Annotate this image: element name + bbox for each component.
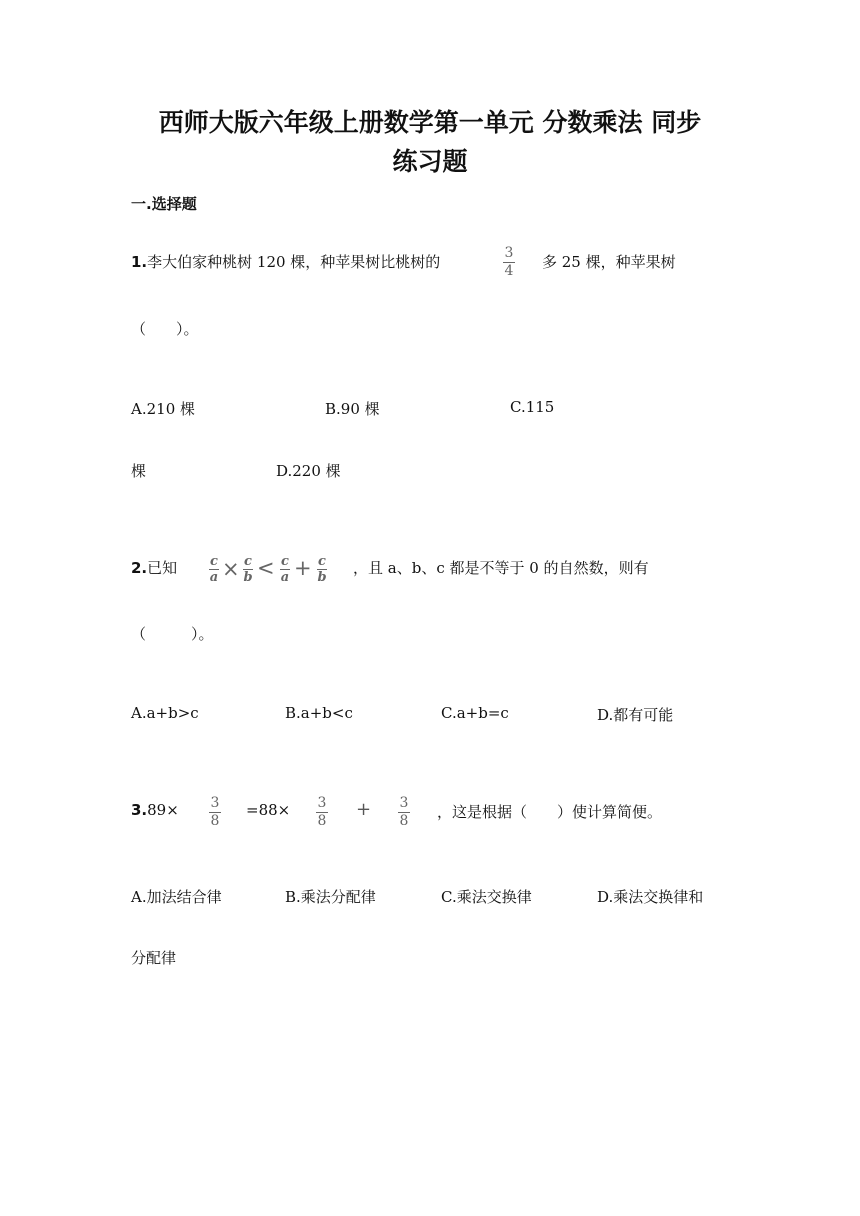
less-than-sign: <	[257, 556, 275, 580]
denominator: 8	[317, 813, 327, 829]
fraction-three-quarters	[503, 246, 515, 279]
denominator: 4	[504, 263, 514, 279]
numerator: c	[210, 554, 218, 569]
denominator: a	[280, 570, 290, 585]
fraction-c-over-a	[209, 555, 219, 584]
denominator: 8	[399, 813, 409, 829]
answer-blank: （ ）。	[131, 625, 214, 643]
question-number: 3.	[131, 801, 148, 819]
question-stem: 已知	[147, 559, 178, 577]
option-d[interactable]: D.乘法交换律和	[597, 888, 704, 906]
question-1-text	[131, 251, 440, 272]
option-c[interactable]: C.115	[510, 398, 555, 416]
fraction-three-eighths	[209, 796, 221, 829]
option-b[interactable]: B.90 棵	[325, 400, 380, 418]
option-c-cont[interactable]: 棵	[131, 462, 147, 480]
denominator: b	[243, 570, 253, 585]
denominator: b	[317, 570, 327, 585]
numerator: c	[318, 554, 326, 569]
fraction-c-over-a-2	[280, 555, 290, 584]
question-3-text	[131, 801, 179, 819]
denominator: 8	[210, 813, 220, 829]
question-number: 1.	[131, 253, 148, 271]
option-a[interactable]: A.a+b>c	[131, 704, 199, 722]
question-number: 2.	[131, 559, 148, 577]
fraction-three-eighths-3	[398, 796, 410, 829]
fraction-three-eighths-2	[316, 796, 328, 829]
section-heading: 一.选择题	[131, 195, 197, 213]
option-d[interactable]: D.220 棵	[276, 462, 341, 480]
fraction-c-over-b-2	[317, 555, 327, 584]
option-b[interactable]: B.a+b<c	[285, 704, 353, 722]
times-sign: ×	[222, 557, 240, 581]
numerator: 3	[399, 795, 409, 811]
numerator: 3	[504, 245, 514, 261]
page-title-line-2: 练习题	[392, 147, 468, 176]
option-c[interactable]: C.a+b=c	[441, 704, 509, 722]
plus-sign: +	[356, 799, 372, 820]
option-c[interactable]: C.乘法交换律	[441, 888, 532, 906]
page-title-line-1: 西师大版六年级上册数学第一单元 分数乘法 同步	[158, 108, 702, 137]
question-stem-cont: 多 25 棵，种苹果树	[542, 253, 676, 271]
equals-88-times: =88×	[246, 801, 291, 819]
option-b[interactable]: B.乘法分配律	[285, 888, 376, 906]
option-d[interactable]: D.都有可能	[597, 706, 674, 724]
question-stem-cont: ，这是根据（ ）使计算简便。	[437, 803, 663, 821]
plus-sign: +	[294, 556, 312, 580]
numerator: c	[244, 554, 252, 569]
option-d-cont[interactable]: 分配律	[131, 949, 177, 967]
numerator: 3	[317, 795, 327, 811]
question-stem: 89×	[147, 801, 179, 819]
question-stem: 李大伯家种桃树 120 棵，种苹果树比桃树的	[147, 253, 441, 271]
option-a[interactable]: A.加法结合律	[131, 888, 222, 906]
numerator: c	[281, 554, 289, 569]
answer-blank: （ ）。	[131, 320, 199, 338]
option-a[interactable]: A.210 棵	[131, 400, 195, 418]
numerator: 3	[210, 795, 220, 811]
fraction-c-over-b	[243, 555, 253, 584]
denominator: a	[209, 570, 219, 585]
question-2-text	[131, 557, 177, 578]
question-stem-cont: ，且 a、b、c 都是不等于 0 的自然数，则有	[353, 559, 649, 577]
